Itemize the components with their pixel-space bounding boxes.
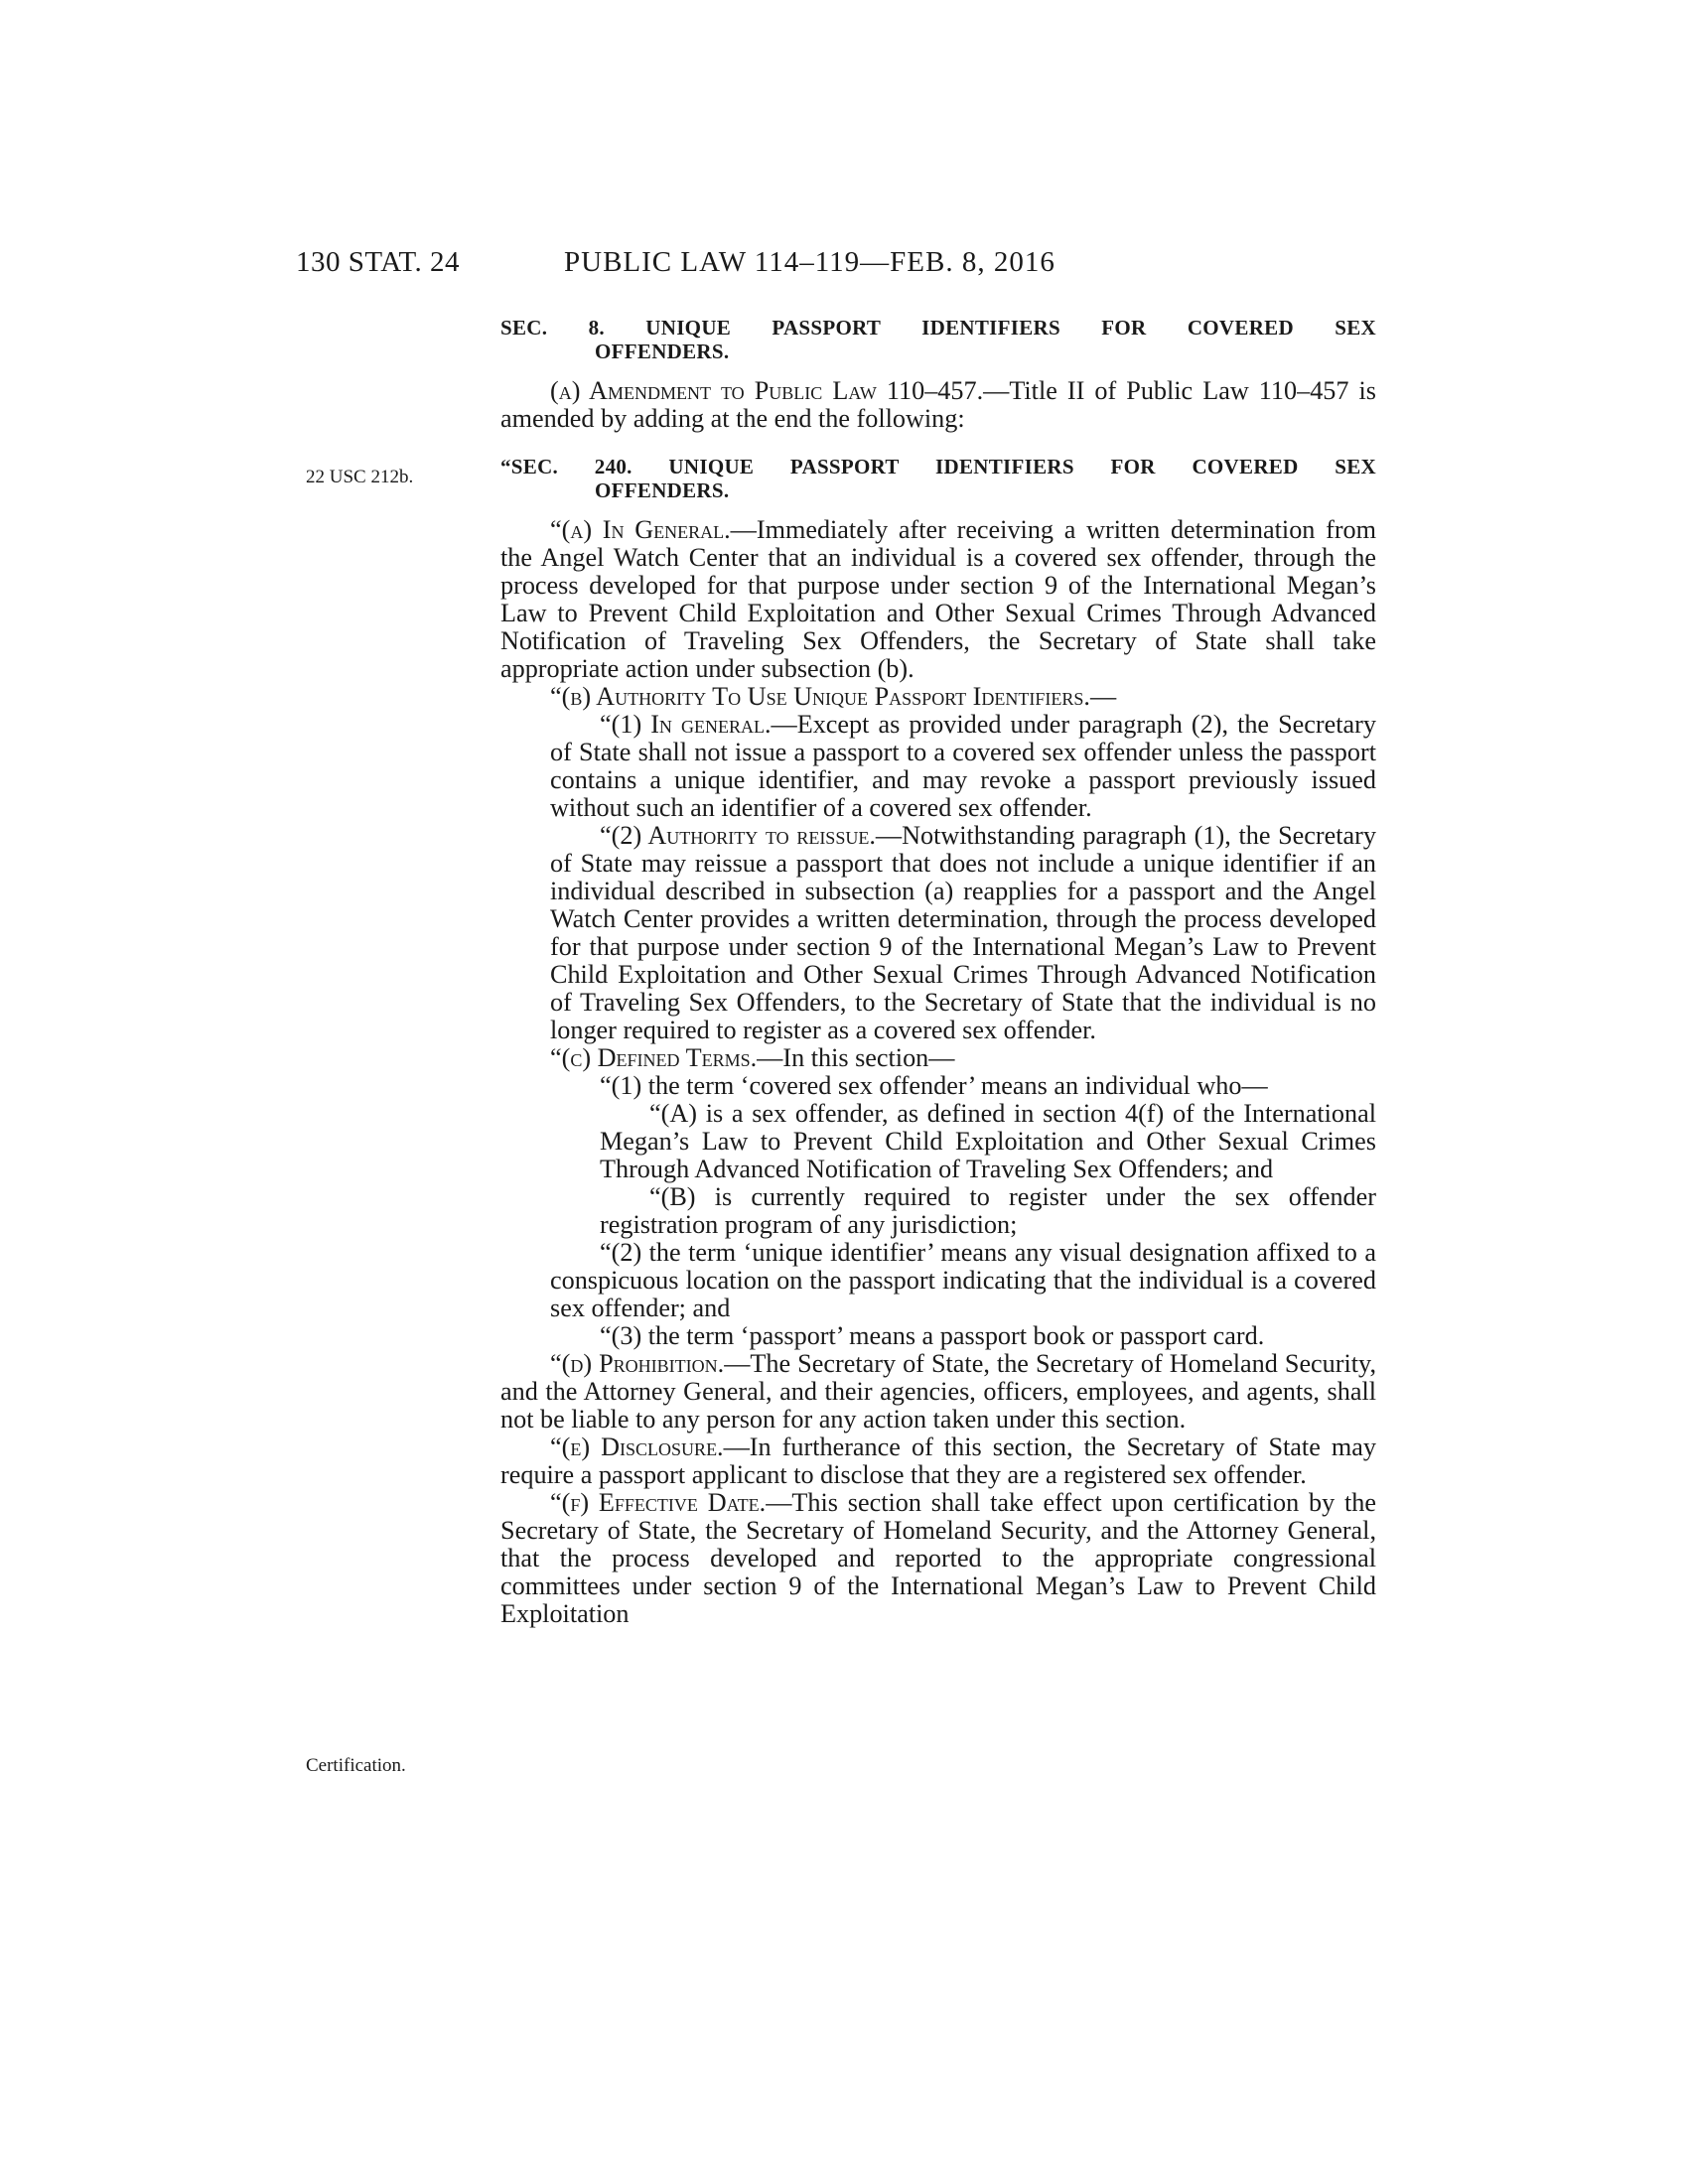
margin-note-usc: 22 USC 212b. [306,467,414,487]
sec240-subsection-d: “(d) Prohibition.—The Secretary of State, the Secretary of Homeland Security, and the Attorney General, and their agencies, officers, employees, and agents, shall not be liable to any person for any action taken under this section. [500,1349,1376,1433]
law-title: PUBLIC LAW 114–119—FEB. 8, 2016 [564,246,1055,278]
sec240-heading-cont: OFFENDERS. [595,478,730,502]
sec240-subparagraph-cB: “(B) is currently required to register under the sex offender registration program of any jurisdiction; [600,1182,1376,1239]
sec240-paragraph-b1: “(1) In general.—Except as provided under paragraph (2), the Secretary of State shall not issue a passport to a covered sex offender unless the passport contains a unique identifier, and may revoke a passport previously issued without such an identifier of a covered sex offender. [550,710,1376,822]
sec240-subsection-a: “(a) In General.—Immediately after receiving a written determination from the Angel Watch Center that an individual is a covered sex offender, through the process developed for that purpose under section 9 of the International Megan’s Law to Prevent Child Exploitation and Other Sexual Crimes Through Advanced Notification of Traveling Sex Offenders, the Secretary of State shall take appropriate action under subsection (b). [500,515,1377,683]
sec8-heading-cont: OFFENDERS. [595,340,730,363]
sec240-paragraph-c3: “(3) the term ‘passport’ means a passport book or passport card. [600,1321,1265,1350]
margin-note-certification: Certification. [306,1755,406,1776]
sec240-subparagraph-cA: “(A) is a sex offender, as defined in section 4(f) of the International Megan’s Law to Prevent Child Exploitation and Other Sexual Crimes Through Advanced Notification of Traveling Sex Offenders; and [600,1099,1376,1183]
page-header [296,246,1376,286]
sec8-subsection-a: (a) Amendment to Public Law 110–457.—Title II of Public Law 110–457 is amended by adding at the end the following: [500,376,1376,433]
sec240-paragraph-c2: “(2) the term ‘unique identifier’ means any visual designation affixed to a conspicuous location on the passport indicating that the individual is a covered sex offender; and [550,1238,1376,1322]
sec240-subsection-c: “(c) Defined Terms.—In this section— [550,1043,955,1072]
sec240-paragraph-c1: “(1) the term ‘covered sex offender’ means an individual who— [600,1071,1268,1100]
sec240-subsection-b: “(b) Authority To Use Unique Passport Identifiers.— [550,682,1117,711]
sec240-paragraph-b2: “(2) Authority to reissue.—Notwithstanding paragraph (1), the Secretary of State may reissue a passport that does not include a unique identifier if an individual described in subsection (a) reapplies for a passport and the Angel Watch Center provides a written determination, through the process developed for that purpose under section 9 of the International Megan’s Law to Prevent Child Exploitation and Other Sexual Crimes Through Advanced Notification of Traveling Sex Offenders, to the Secretary of State that the individual is no longer required to register as a covered sex offender. [550,821,1376,1044]
document-body [500,316,1376,1628]
sec240-heading: “SEC. 240. UNIQUE PASSPORT IDENTIFIERS FOR COVERED SEX [500,455,1376,478]
sec8-heading: SEC. 8. UNIQUE PASSPORT IDENTIFIERS FOR COVERED SEX [500,316,1376,340]
sec240-subsection-f: “(f) Effective Date.—This section shall take effect upon certification by the Secretary of State, the Secretary of Homeland Security, and the Attorney General, that the process developed and reported to the appropriate congressional committees under section 9 of the International Megan’s Law to Prevent Child Exploitation [500,1488,1377,1628]
page-reference: 130 STAT. 24 [296,246,461,278]
sec240-subsection-e: “(e) Disclosure.—In furtherance of this section, the Secretary of State may require a passport applicant to disclose that they are a registered sex offender. [500,1433,1376,1489]
